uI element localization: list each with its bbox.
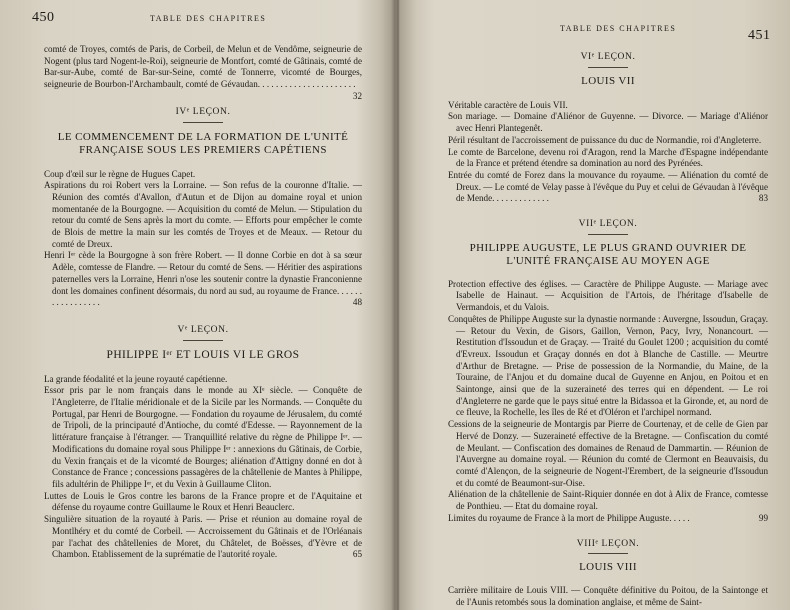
toc-entry: Carrière militaire de Louis VIII. — Conquête définitive du Poitou, de la Saintonge et de l'Aunis retombés sous la domination anglaise, et même de Saint- xyxy=(448,585,768,607)
lecon-vii-label: VIIᵉ LEÇON. xyxy=(578,219,638,230)
toc-entry: Aspirations du roi Robert vers la Lorraine. — Son refus de la couronne d'Italie. — Réunion des comtés d'Avallon, d'Autun et de Dijon au domaine royal et union momentanée de la Bourgogne. — Acquisition du comté de Melun. — Stipulation du retour du comté de Sens après la mort du comte. — Efforts pour empêcher le comte de Blois de mettre la main sur les comtés de Troyes et de Meaux. — Retour du comté de Dreux. xyxy=(44,180,362,249)
toc-entry: Essor pris par le nom français dans le monde au XIᵉ siècle. — Conquête de l'Angleterre, de l'Italie méridionale et de la Sicile par les Normands. — Conquête du Portugal, par Henri de Bourgogne. — Fondation du royaume de Jérusalem, du comté de Tripoli, de la principauté d'Antioche, du comté d'Edesse. — Rayonnement de la littérature française à l'étranger. — Tranquillité relative du règne de Philippe Iᵉʳ. — Modifications du domaine royal sous Philippe Iᵉʳ : annexions du Gâtinais, de Corbie, du Vexin français et de la vicomté de Bourges; aliénation d'Attigny donné en dot à Constance de France ; concessions passagères de la châtellenie de Mantes à Philippe, fils adultérin de Philippe Iᵉʳ, et du Vexin à Guillaume Cliton. xyxy=(44,385,362,489)
toc-entry: Singulière situation de la royauté à Paris. — Prise et réunion au domaine royal de Montlhéry et du comté de Corbeil. — Accroissement du Gâtinais et de l'Orléanais par l'achat des châtellenies de Moret, du Châtelet, de Boësses, d'Yèvre et de Chambon. Etablissement de la suprématie de l'autorité royale. 65 xyxy=(44,514,362,560)
lecon-iv-label: IVᵉ LEÇON. xyxy=(175,106,231,117)
right-text-column xyxy=(448,52,768,609)
lecon-iv-title: LE COMMENCEMENT DE LA FORMATION DE L'UNITÉ FRANÇAISE SOUS LES PREMIERS CAPÉTIENS xyxy=(57,130,349,156)
toc-page-ref: 83 xyxy=(758,193,768,204)
lecon-rule xyxy=(588,234,628,235)
lecon-rule xyxy=(588,553,628,554)
lecon-v-title: PHILIPPE Iᵉʳ ET LOUIS VI LE GROS xyxy=(106,348,300,361)
toc-entry: Henri Iᵉʳ cède la Bourgogne à son frère Robert. — Il donne Corbie en dot à sa sœur Adèle, comtesse de Flandre. — Retour du comté de Sens. — Héritier des aspirations paternelles vers la Lorraine, Henri n'ose les soutenir contre la dynastie Franconienne dont les domaines confinent désormais, du nord au sud, au royaume de France. . . . . . . . . . . . . . . . . 48 xyxy=(44,250,362,308)
lecon-rule xyxy=(588,67,628,68)
left-page-number: 450 xyxy=(32,10,55,25)
lecon-viii-label: VIIIᵉ LEÇON. xyxy=(576,538,640,549)
toc-entry: Péril résultant de l'accroissement de puissance du duc de Normandie, roi d'Angleterre. xyxy=(448,134,762,145)
toc-entry: Cessions de la seigneurie de Montargis par Pierre de Courtenay, et de celle de Gien par Hervé de Donzy. — Suzeraineté effective de la Bretagne. — Confiscation du comté de Meulant. — Confiscation des domaines de Renaud de Dammartin. — Réunion de l'Auvergne au domaine royal. — Réunion du comté de Clermont en Beauvaisis, du comté d'Alençon, de la seigneurie de Nogent-l'Erembert, de la seigneurie d'Issoudun et du comté de Beaumont-sur-Oise. xyxy=(448,419,768,488)
toc-entry: Protection effective des églises. — Caractère de Philippe Auguste. — Mariage avec Isabelle de Hainaut. — Acquisition de l'Artois, de l'héritage d'Isabelle de Vermandois, et du Valois. xyxy=(448,278,768,313)
toc-entry: Coup d'œil sur le règne de Hugues Capet. xyxy=(44,168,196,179)
lecon-rule xyxy=(183,340,223,341)
toc-entry: Entrée du comté de Forez dans la mouvance du royaume. — Aliénation du comté de Dreux. — Le comté de Velay passe à l'évêque du Puy et celui de Gévaudan à l'évêque de Mende. . . . . . . . . . . . . 83 xyxy=(448,169,768,204)
right-page xyxy=(398,0,790,610)
toc-entry: Conquêtes de Philippe Auguste sur la dynastie normande : Auvergne, Issoudun, Graçay. — Retour du Vexin, de Gisors, Gaillon, Vernon, Pacy, Ivry, Nonancourt. — Restitution d'Issoudun et de Graçay. — Traité du Goulet 1200 ; acquisition du comté d'Evreux. Issoudun et Graçay donnés en dot à Blanche de Castille. — Meurtre d'Arthur de Bretagne. — Prise de possession de la Normandie, du Maine, de la Touraine, de l'Anjou et du domaine ducal de Guyenne en Anjou, en Poitou et en Saintonge, ainsi que de la suzeraineté des terres qui en dépendent. — Le roi d'Angleterre ne garde que le pays situé entre la Bidassoa et la Gironde, et, au nord de ce fleuve, la Rochelle, les îles de Ré et d'Oléron et l'archipel normand. xyxy=(448,313,768,418)
toc-entry: Luttes de Louis le Gros contre les barons de la France propre et de l'Aquitaine et défense du royaume contre Guillaume le Roux et Henri Beauclerc. xyxy=(44,490,362,513)
toc-page-ref: 65 xyxy=(352,549,362,560)
toc-entry: Limites du royaume de France à la mort de Philippe Auguste. . . . . 99 xyxy=(448,512,768,523)
toc-entry: Le comte de Barcelone, devenu roi d'Aragon, rend la Marche d'Espagne indépendante de la France et prétend étendre sa domination au nord des Pyrénées. xyxy=(448,146,768,169)
toc-page-ref: 99 xyxy=(758,512,768,523)
lecon-v-label: Vᵉ LEÇON. xyxy=(177,324,229,335)
toc-entry: La grande féodalité et la jeune royauté capétienne. xyxy=(44,373,228,384)
toc-entry: Véritable caractère de Louis VII. xyxy=(448,99,568,110)
right-page-number: 451 xyxy=(748,28,771,43)
lecon-vi-label: VIᵉ LEÇON. xyxy=(580,52,636,62)
lecon-viii-title: LOUIS VIII xyxy=(579,561,637,574)
toc-entry: comté de Troyes, comtés de Paris, de Corbeil, de Melun et de Vendôme, seigneurie de Nogent (plus tard Nogent-le-Roi), seigneurie de Montfort, comté de Gâtinais, comté de Bar-sur-Aube, comté de Bar-sur-Seine, comté de Tonnerre, vicomté de Bourges, seigneurie de Bourbon-l'Archambault, comté de Gévaudan. . . . . . . . . . . . . . . . . . . . . . 32 xyxy=(44,44,362,101)
toc-entry: Son mariage. — Domaine d'Aliénor de Guyenne. — Divorce. — Mariage d'Aliénor avec Henri Plantegenêt. xyxy=(448,111,768,134)
toc-entry: Aliénation de la châtellenie de Saint-Riquier donnée en dot à Alix de France, comtesse de Ponthieu. — Etat du domaine royal. xyxy=(448,489,768,512)
lecon-rule xyxy=(183,122,223,123)
lecon-vi-title: LOUIS VII xyxy=(581,74,635,87)
left-running-head: TABLE DES CHAPITRES xyxy=(150,14,267,23)
right-running-head: TABLE DES CHAPITRES xyxy=(560,24,677,33)
left-text-column xyxy=(44,44,362,561)
lecon-vii-title: PHILIPPE AUGUSTE, LE PLUS GRAND OUVRIER DE L'UNITÉ FRANÇAISE AU MOYEN AGE xyxy=(469,241,747,267)
toc-page-ref: 48 xyxy=(352,297,362,308)
